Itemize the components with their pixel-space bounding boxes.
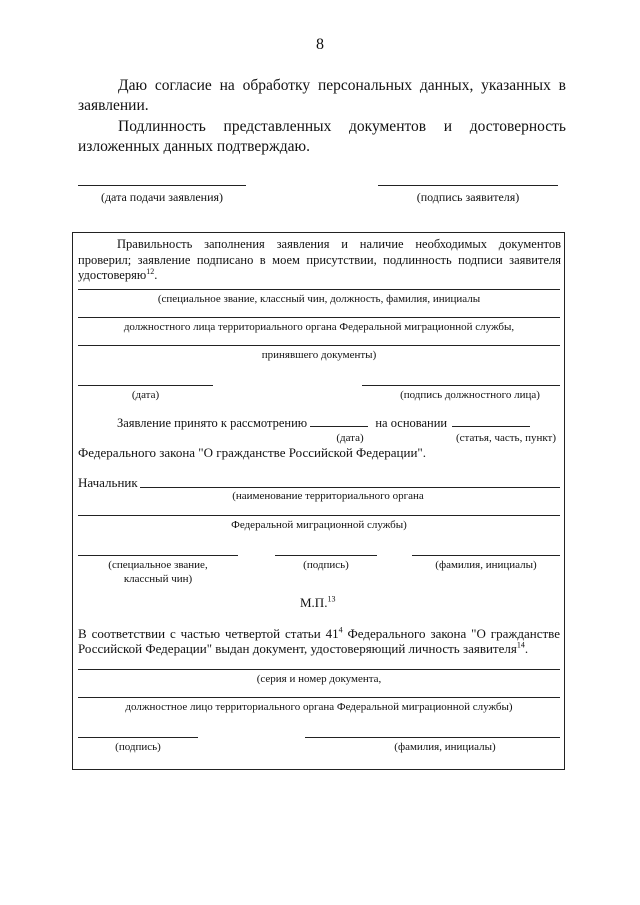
issued-line-1 bbox=[78, 626, 560, 642]
document-series-line[interactable] bbox=[78, 669, 560, 670]
official-signature-line[interactable] bbox=[362, 385, 560, 386]
chief-rank-caption-2: классный чин) bbox=[123, 573, 193, 585]
issuing-signature-line[interactable] bbox=[78, 737, 198, 738]
verify-line-2: проверил; заявление подписано в моем присутствии, подлинность подписи заявителя bbox=[78, 253, 561, 267]
issuing-name-line[interactable] bbox=[305, 737, 560, 738]
issued-text-a: В соответствии с частью четвертой статьи 41 bbox=[78, 626, 339, 641]
issued-line-2: Российской Федерации" выдан документ, удостоверяющий личность заявителя$^{14}$. bbox=[78, 640, 529, 656]
verify-line-3: удостоверяю$^{12}$. bbox=[78, 266, 158, 282]
chief-label: Начальник bbox=[78, 475, 138, 490]
issuing-official-line[interactable] bbox=[78, 697, 560, 698]
verify-line-1: Правильность заполнения заявления и наличие необходимых документов bbox=[117, 237, 561, 251]
issued-text-c: Российской Федерации" выдан документ, удостоверяющий личность заявителя bbox=[78, 641, 517, 656]
applicant-signature-caption: (подпись заявителя) bbox=[416, 190, 520, 204]
chief-line[interactable] bbox=[140, 487, 560, 488]
footnote-12: 12 bbox=[146, 266, 155, 276]
official-organ-caption: должностного лица территориального органа Федеральной миграционной службы, bbox=[123, 321, 515, 333]
footnote-14: 14 bbox=[516, 640, 525, 650]
review-date-blank[interactable] bbox=[310, 415, 368, 427]
application-date-caption: (дата подачи заявления) bbox=[100, 190, 224, 204]
article-blank[interactable] bbox=[452, 415, 530, 427]
verification-date-line[interactable] bbox=[78, 385, 213, 386]
official-rank-line[interactable] bbox=[78, 289, 560, 290]
document-series-caption: (серия и номер документа, bbox=[256, 673, 382, 685]
official-rank-line-2[interactable] bbox=[78, 317, 560, 318]
consent-line-2: заявлении. bbox=[78, 97, 149, 114]
seal-text: М.П. bbox=[300, 595, 328, 610]
consent-line-3: Подлинность представленных документов и достоверность bbox=[118, 118, 566, 135]
issued-text-b: Федерального закона "О гражданстве bbox=[342, 626, 560, 641]
accepted-text: Заявление принято к рассмотрению bbox=[117, 416, 308, 430]
footnote-13: 13 bbox=[327, 594, 336, 604]
fms-line[interactable] bbox=[78, 515, 560, 516]
issuing-signature-caption: (подпись) bbox=[115, 741, 161, 753]
law-line: Федерального закона "О гражданстве Российской Федерации". bbox=[78, 445, 426, 460]
issuing-name-caption: (фамилия, инициалы) bbox=[394, 741, 496, 753]
chief-rank-caption-1: (специальное звание, bbox=[108, 559, 208, 571]
official-signature-caption: (подпись должностного лица) bbox=[400, 389, 540, 401]
page-number: 8 bbox=[316, 36, 324, 53]
article-caption: (статья, часть, пункт) bbox=[455, 432, 557, 444]
chief-name-caption: (фамилия, инициалы) bbox=[435, 559, 537, 571]
applicant-signature-line[interactable] bbox=[378, 185, 558, 186]
application-date-line[interactable] bbox=[78, 185, 246, 186]
official-rank-caption: (специальное звание, классный чин, должность, фамилия, инициалы bbox=[157, 293, 481, 305]
verification-date-caption: (дата) bbox=[131, 389, 160, 401]
chief-rank-line[interactable] bbox=[78, 555, 238, 556]
review-date-caption: (дата) bbox=[336, 432, 364, 444]
accepted-documents-caption: принявшего документы) bbox=[261, 349, 377, 361]
issuing-official-caption: должностное лицо территориального органа Федеральной миграционной службы) bbox=[125, 701, 513, 713]
verify-text: удостоверяю bbox=[78, 268, 147, 282]
consent-line-4: изложенных данных подтверждаю. bbox=[78, 138, 310, 155]
on-basis-text: на основании bbox=[375, 416, 448, 430]
territorial-organ-caption: (наименование территориального органа bbox=[232, 490, 424, 502]
consent-line-1: Даю согласие на обработку персональных данных, указанных в bbox=[118, 77, 566, 94]
official-rank-line-3[interactable] bbox=[78, 345, 560, 346]
seal-place bbox=[300, 595, 335, 611]
chief-signature-caption: (подпись) bbox=[303, 559, 349, 571]
accepted-for-review-line bbox=[117, 415, 562, 431]
chief-name-line[interactable] bbox=[412, 555, 560, 556]
fms-caption: Федеральной миграционной службы) bbox=[231, 519, 407, 531]
footnote-4: 4 bbox=[338, 625, 343, 635]
chief-signature-line[interactable] bbox=[275, 555, 377, 556]
